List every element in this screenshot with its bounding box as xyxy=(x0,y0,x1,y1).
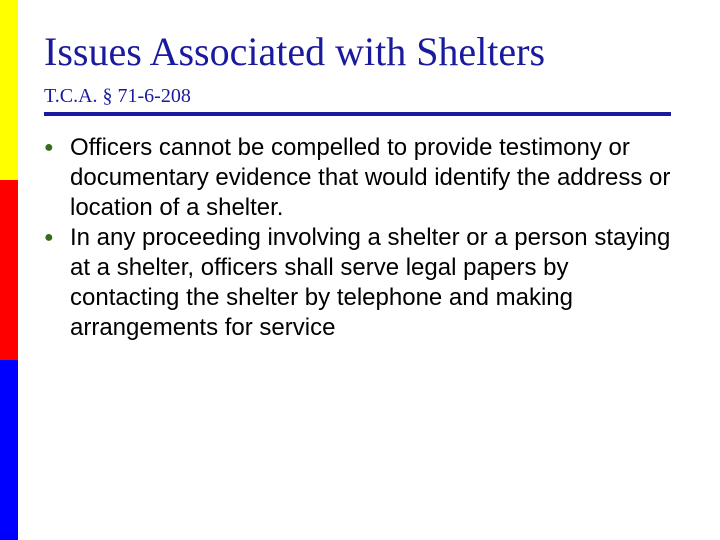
bullet-item xyxy=(44,133,684,223)
side-bar-blue xyxy=(0,360,18,540)
slide-title: Issues Associated with Shelters xyxy=(44,29,546,74)
side-bar-yellow xyxy=(0,0,18,180)
slide-subtitle: T.C.A. § 71-6-208 xyxy=(44,85,191,107)
title-rule xyxy=(44,112,671,116)
bullet-item xyxy=(44,223,684,343)
bullet-text: In any proceeding involving a shelter or a person staying at a shelter, officers shall serve legal papers by contacting the shelter by telephone and making arrangements for service xyxy=(70,224,671,341)
bullet-dot-icon: ● xyxy=(44,139,54,156)
bullet-text: Officers cannot be compelled to provide testimony or documentary evidence that would identify the address or location of a shelter. xyxy=(70,134,671,221)
side-bar-red xyxy=(0,180,18,360)
bullet-dot-icon: ● xyxy=(44,229,54,246)
bullet-list xyxy=(44,133,684,343)
